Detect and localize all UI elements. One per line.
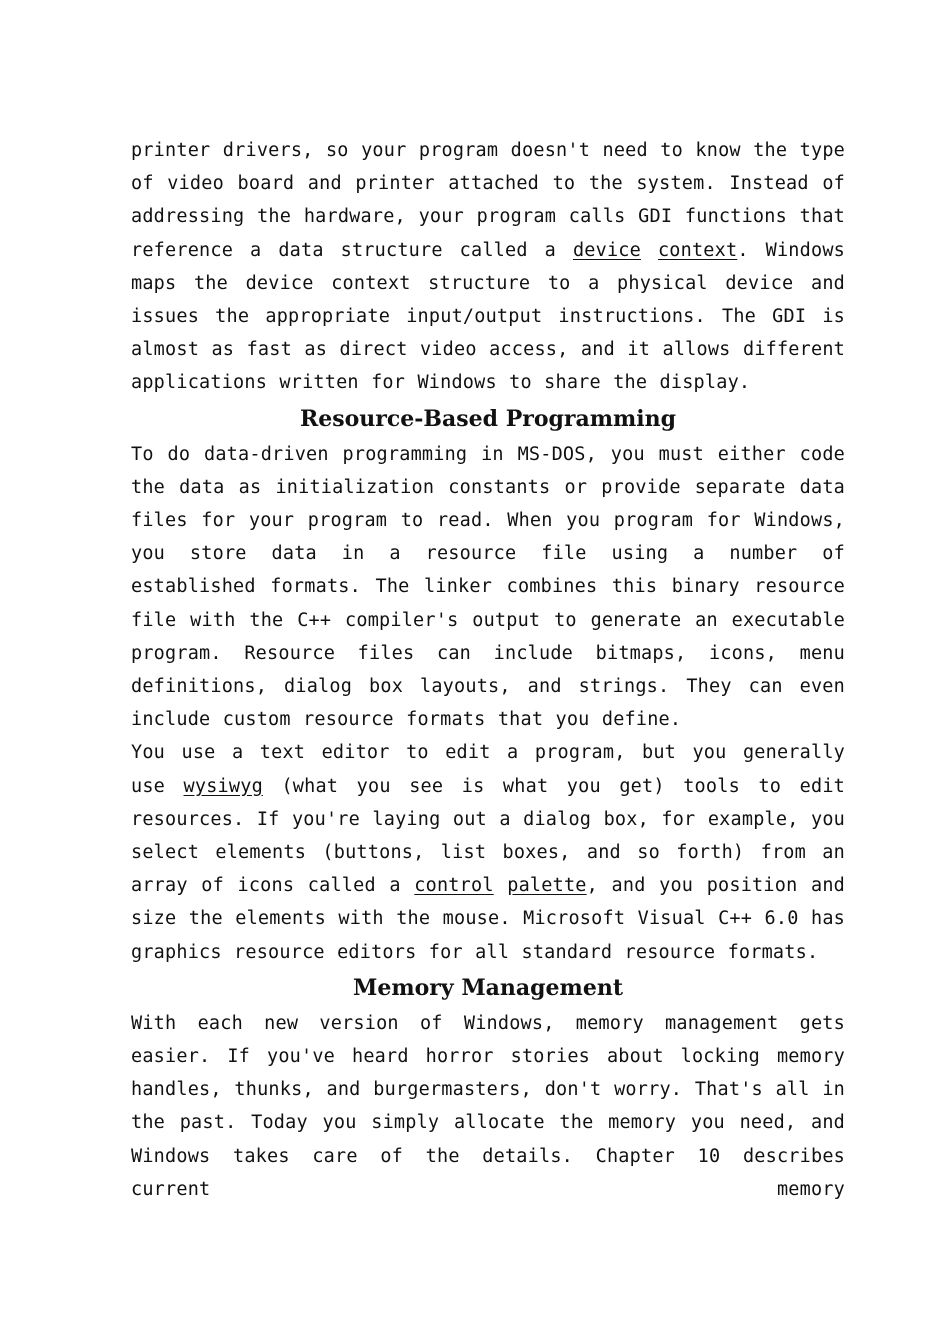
term-separator-2 xyxy=(494,875,508,896)
page-content xyxy=(131,134,845,1206)
heading-memory-management: Memory Management xyxy=(352,974,623,1001)
resource-paragraph-2-text-a: You use a text editor to edit a program, but you generally use xyxy=(131,742,845,797)
resource-paragraph-2-text-b: (what you see is what you get) tools to edit resources. If you're laying out a dialog box, for example, you select elements (buttons, list boxes, and so forth) from an array of icons called a xyxy=(131,775,845,897)
term-wysiwyg: wysiwyg xyxy=(183,775,263,797)
term-device: device xyxy=(572,239,641,261)
gdi-paragraph xyxy=(131,134,845,400)
heading-resource-based-programming: Resource-Based Programming xyxy=(299,405,677,432)
memory-paragraph-1: With each new version of Windows, memory management gets easier. If you've heard horror stories about locking memory handles, thunks, and burgermasters, don't worry. That's all in the past. Today you simply allocate the memory you need, and Windows takes care of the details. Chapter 10 describes current memory xyxy=(131,1012,845,1200)
resource-paragraph-2-text-c: , and you position and size the elements with the mouse. Microsoft Visual C++ 6.0 has graphics resource editors for all standard resource formats. xyxy=(131,875,845,963)
term-context: context xyxy=(657,239,738,261)
gdi-paragraph-text: printer drivers, so your program doesn't need to know the type of video board and printer attached to the system. Instead of addressing the hardware, your program calls GDI functions that reference a data structure called a xyxy=(131,140,845,261)
resource-paragraph-2 xyxy=(131,736,845,968)
gdi-paragraph-text-continued: . Windows maps the device context structure to a physical device and issues the appropriate input/output instructions. The GDI is almost as fast as direct video access, and it allows different applications written for Windows to share the display. xyxy=(131,239,845,394)
term-control: control xyxy=(414,875,494,897)
term-palette: palette xyxy=(507,875,587,897)
resource-paragraph-1: To do data-driven programming in MS-DOS, you must either code the data as initialization constants or provide separate data files for your program to read. When you program for Windows, you store data in a resource file using a number of established formats. The linker combines this binary resource file with the C++ compiler's output to generate an executable program. Resource files can include bitmaps, icons, menu definitions, dialog box layouts, and strings. They can even include custom resource formats that you define. xyxy=(131,443,845,731)
term-separator xyxy=(641,240,658,261)
